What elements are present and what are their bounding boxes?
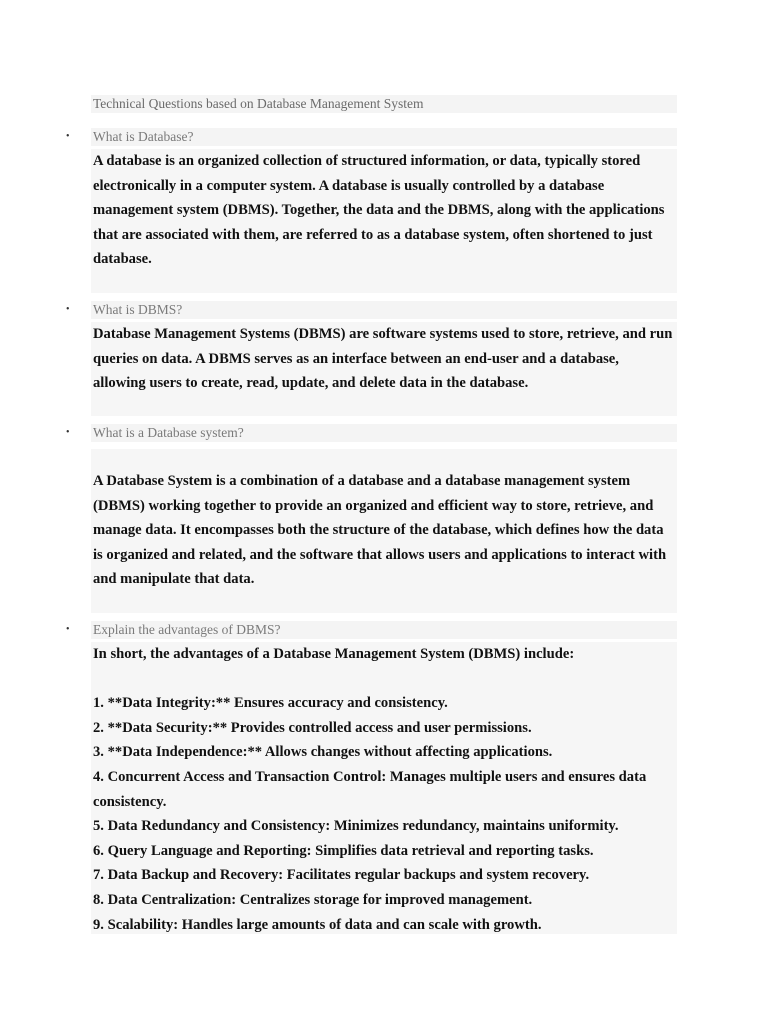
answer-text: A database is an organized collection of structured information, or data, typically stored electronically in a computer system. A database is usually controlled by a database management system (DBMS). Together, the data and the DBMS, along with the applications that are associated with them, are referred to as a database system, often shortened to just database. — [93, 153, 665, 268]
question-what-is-database: What is Database? — [91, 128, 677, 146]
spacer — [93, 667, 673, 692]
bullet-q3: • — [66, 427, 70, 438]
advantage-item: 7. Data Backup and Recovery: Facilitates regular backups and system recovery. — [93, 867, 590, 884]
answer-text: A Database System is a combination of a database and a database management system (DBMS) working together to provide an organized and efficient way to store, retrieve, and manage data. It encompasses both the structure of the database, which defines how the data is organized and related, and the software that allows users and applications to interact with and manipulate that data. — [93, 473, 667, 588]
advantage-item: 5. Data Redundancy and Consistency: Minimizes redundancy, maintains uniformity. — [93, 818, 619, 835]
answer-intro: In short, the advantages of a Database Management System (DBMS) include: — [93, 646, 575, 662]
document-title: Technical Questions based on Database Management System — [91, 95, 677, 113]
answer-advantages-of-dbms — [91, 642, 677, 934]
question-what-is-dbms: What is DBMS? — [91, 301, 677, 319]
advantage-item: 9. Scalability: Handles large amounts of data and can scale with growth. — [93, 916, 542, 933]
advantage-item: 6. Query Language and Reporting: Simplifies data retrieval and reporting tasks. — [93, 842, 594, 859]
advantage-item: 8. Data Centralization: Centralizes storage for improved management. — [93, 891, 533, 908]
advantage-item: 4. Concurrent Access and Transaction Control: Manages multiple users and ensures data consistency. — [93, 768, 647, 810]
answer-text: Database Management Systems (DBMS) are software systems used to store, retrieve, and run queries on data. A DBMS serves as an interface between an end-user and a database, allowing users to create, read, update, and delete data in the database. — [93, 326, 673, 392]
bullet-q2: • — [66, 304, 70, 315]
question-what-is-database-system: What is a Database system? — [91, 424, 677, 442]
advantage-item: 3. **Data Independence:** Allows changes without affecting applications. — [93, 744, 553, 761]
question-advantages-of-dbms: Explain the advantages of DBMS? — [91, 621, 677, 639]
answer-what-is-database — [91, 149, 677, 293]
bullet-q1: • — [66, 131, 70, 142]
answer-what-is-database-system — [91, 449, 677, 613]
bullet-q4: • — [66, 624, 70, 635]
advantage-item: 2. **Data Security:** Provides controlled access and user permissions. — [93, 719, 532, 736]
answer-what-is-dbms — [91, 322, 677, 416]
advantage-item: 1. **Data Integrity:** Ensures accuracy and consistency. — [93, 695, 448, 712]
